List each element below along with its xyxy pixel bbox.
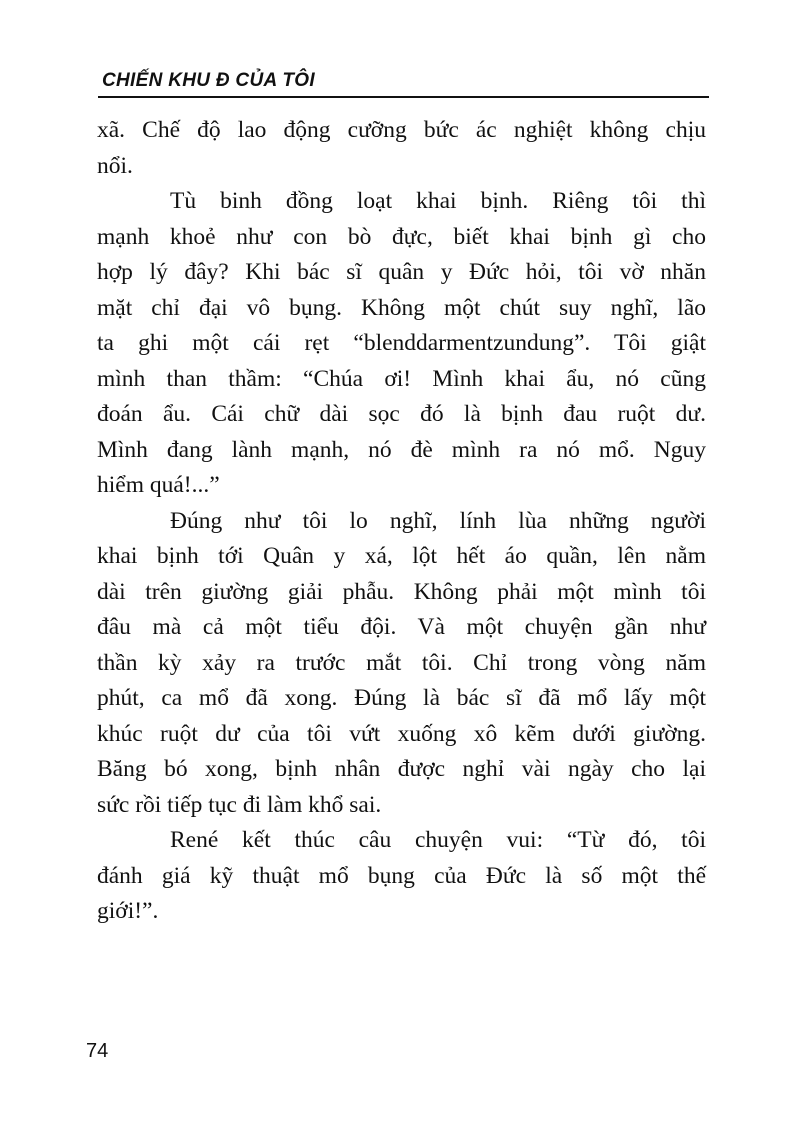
text-line: đoán ẩu. Cái chữ dài sọc đó là bịnh đau ruột dư. (97, 401, 706, 427)
text-line: ta ghi một cái rẹt “blenddarmentzundung”. Tôi giật (97, 330, 706, 356)
header-rule (98, 96, 709, 98)
text-line: mạnh khoẻ như con bò đực, biết khai bịnh gì cho (97, 223, 706, 250)
text-line: mình than thầm: “Chúa ơi! Mình khai ẩu, nó cũng (97, 365, 706, 392)
paragraph-2 (97, 184, 706, 504)
paragraph-3 (97, 504, 706, 824)
text-line: nổi. (97, 152, 133, 179)
paragraph-4 (97, 823, 706, 930)
text-line: giới!”. (97, 898, 159, 924)
text-line: hợp lý đây? Khi bác sĩ quân y Đức hỏi, tôi vờ nhăn (97, 259, 706, 285)
text-line: thần kỳ xảy ra trước mắt tôi. Chỉ trong vòng năm (97, 649, 706, 676)
text-line: dài trên giường giải phẫu. Không phải một mình tôi (97, 578, 706, 605)
text-line: khai bịnh tới Quân y xá, lột hết áo quần, lên nằm (97, 543, 706, 569)
page-number: 74 (86, 1040, 109, 1062)
text-line: sức rồi tiếp tục đi làm khổ sai. (97, 791, 382, 818)
page-body (97, 113, 706, 930)
text-line: đâu mà cả một tiểu đội. Và một chuyện gần như (97, 614, 706, 640)
text-line: Đúng như tôi lo nghĩ, lính lùa những người (170, 507, 706, 534)
text-line: mặt chỉ đại vô bụng. Không một chút suy nghĩ, lão (97, 294, 706, 321)
text-line: phút, ca mổ đã xong. Đúng là bác sĩ đã mổ lấy một (97, 685, 706, 711)
running-header: CHIẾN KHU Đ CỦA TÔI (102, 70, 315, 91)
text-line: xã. Chế độ lao động cưỡng bức ác nghiệt không chịu (97, 117, 706, 143)
text-line: Tù binh đồng loạt khai bịnh. Riêng tôi thì (170, 188, 706, 214)
text-line: đánh giá kỹ thuật mổ bụng của Đức là số một thế (97, 862, 706, 889)
text-line: hiểm quá!...” (97, 472, 220, 498)
text-line: Băng bó xong, bịnh nhân được nghỉ vài ngày cho lại (97, 756, 706, 782)
text-line: René kết thúc câu chuyện vui: “Từ đó, tôi (170, 827, 706, 853)
text-line: Mình đang lành mạnh, nó đè mình ra nó mổ. Nguy (97, 436, 706, 463)
paragraph-1 (97, 113, 706, 184)
text-line: khúc ruột dư của tôi vứt xuống xô kẽm dưới giường. (97, 720, 706, 747)
